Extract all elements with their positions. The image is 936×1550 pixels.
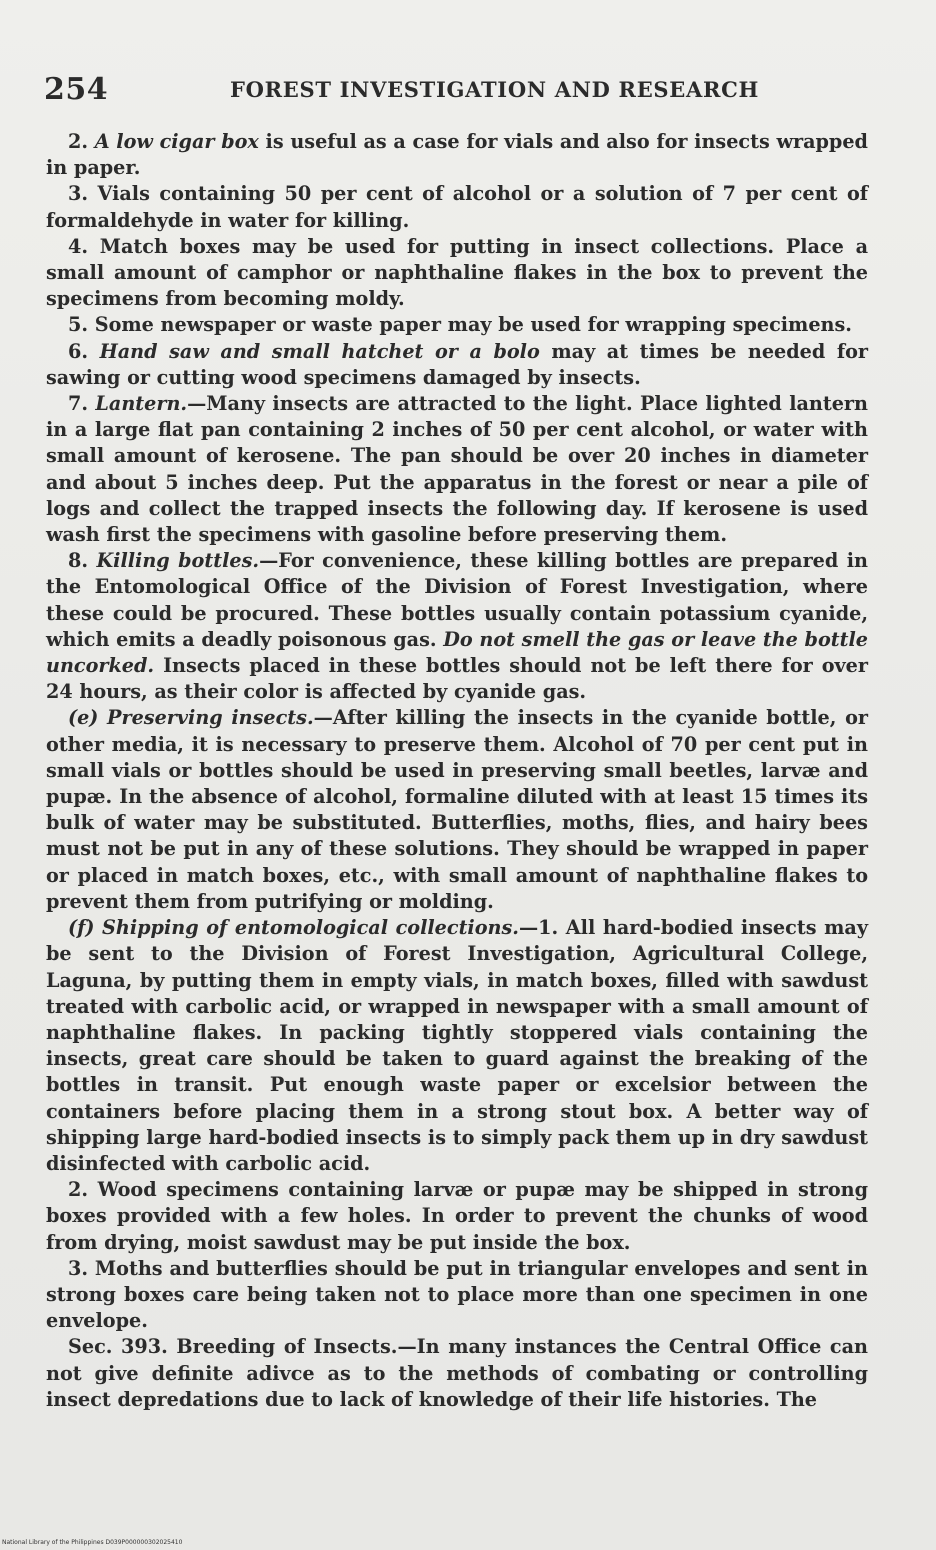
paragraph-italic-warning: Do not smell the gas or leave the bottle uncorked. [46,627,868,678]
paragraph-text: 3. Moths and butterflies should be put in triangular envelopes and sent in strong boxes care being taken not to place more than one specimen in one envelope. [46,1256,868,1333]
paragraph [46,181,868,233]
paragraph [46,548,868,705]
paragraph-text: —Many insects are attracted to the light. Place lighted lantern in a large flat pan containing 2 inches of 50 per cent alcohol, or water with small amount of kerosene. The pan should be over 20 inches in diameter and about 5 inches deep. Put the apparatus in the forest or near a pile of logs and collect the trapped insects the following day. If kerosene is used wash first the specimens with gasoline before preserving them. [46,392,868,547]
paragraph-text: Sec. 393. Breeding of Insects.—In many instances the Central Office can not give definite adivce as to the methods of combating or controlling insect depredations due to lack of knowledge of their life histories. The [46,1335,868,1411]
paragraph [46,234,868,313]
paragraph-italic: (f) Shipping of entomological collections. [68,916,519,940]
body-text [46,129,868,1413]
paragraph [46,1256,868,1335]
paragraph-text: 5. Some newspaper or waste paper may be used for wrapping specimens. [68,313,852,337]
paragraph [46,339,868,391]
paragraph-italic: A low cigar box [94,130,259,153]
paragraph-italic: Killing bottles. [96,549,260,573]
paragraph-lead: 8. [68,549,97,573]
paragraph [46,1177,868,1256]
paragraph-lead: 2. [68,130,95,153]
paragraph [46,129,868,181]
paragraph-lead: 7. [68,392,96,416]
paragraph-italic: (e) Preserving insects. [68,706,314,730]
page-number: 254 [44,72,109,107]
paragraph-text: 4. Match boxes may be used for putting in insect collections. Place a small amount of camphor or naphthaline flakes in the box to prevent the specimens from becoming moldy. [46,234,868,311]
paragraph [46,915,868,1177]
paragraph-text: is useful as a case for vials and also for insects wrapped in paper. [46,130,868,180]
paragraph-italic: Hand saw and small hatchet or a bolo [99,339,540,363]
paragraph-lead: 6. [68,339,100,363]
scan-imprint: National Library of the Philippines D039P000000302025410 [2,1539,183,1546]
paragraph [46,312,868,338]
paragraph [46,391,868,548]
paragraph-text: —After killing the insects in the cyanide bottle, or other media, it is necessary to preserve them. Alcohol of 70 per cent put in small vials or bottles should be used in preserving small beetles, larvæ and pupæ. In the absence of alcohol, formaline diluted with at least 15 times its bulk of water may be substituted. Butterflies, moths, flies, and hairy bees must not be put in any of these solutions. They should be wrapped in paper or placed in match boxes, etc., with small amount of naphthaline flakes to prevent them from putrifying or molding. [46,706,869,913]
paragraph-text: Insects placed in these bottles should not be left there for over 24 hours, as their color is affected by cyanide gas. [46,654,868,704]
paragraph-italic: Lantern. [95,392,188,416]
paragraph [46,705,868,915]
paragraph-text: may at times be needed for sawing or cutting wood specimens damaged by insects. [46,339,868,389]
paragraph [46,1334,868,1413]
paragraph-text: —For convenience, these killing bottles are prepared in the Entomological Office of the Division of Forest Investigation, where these could be procured. These bottles usually contain potassium cyanide, which emits a deadly poisonous gas. [46,549,868,651]
paragraph-text: 3. Vials containing 50 per cent of alcohol or a solution of 7 per cent of formaldehyde in water for killing. [46,182,868,232]
running-head: FOREST INVESTIGATION AND RESEARCH [230,77,760,102]
page-header [44,68,884,108]
paragraph-text: —1. All hard-bodied insects may be sent to the Division of Forest Investigation, Agricultural College, Laguna, by putting them in empty vials, in match boxes, filled with sawdust treated with carbolic acid, or wrapped in newspaper with a small amount of naphthaline flakes. In packing tightly stoppered vials containing the insects, great care should be taken to guard against the breaking of the bottles in transit. Put enough waste paper or excelsior between the containers before placing them in a strong stout box. A better way of shipping large hard-bodied insects is to simply pack them up in dry sawdust disinfected with carbolic acid. [46,916,868,1175]
paragraph-text: 2. Wood specimens containing larvæ or pupæ may be shipped in strong boxes provided with a few holes. In order to prevent the chunks of wood from drying, moist sawdust may be put inside the box. [46,1178,868,1254]
